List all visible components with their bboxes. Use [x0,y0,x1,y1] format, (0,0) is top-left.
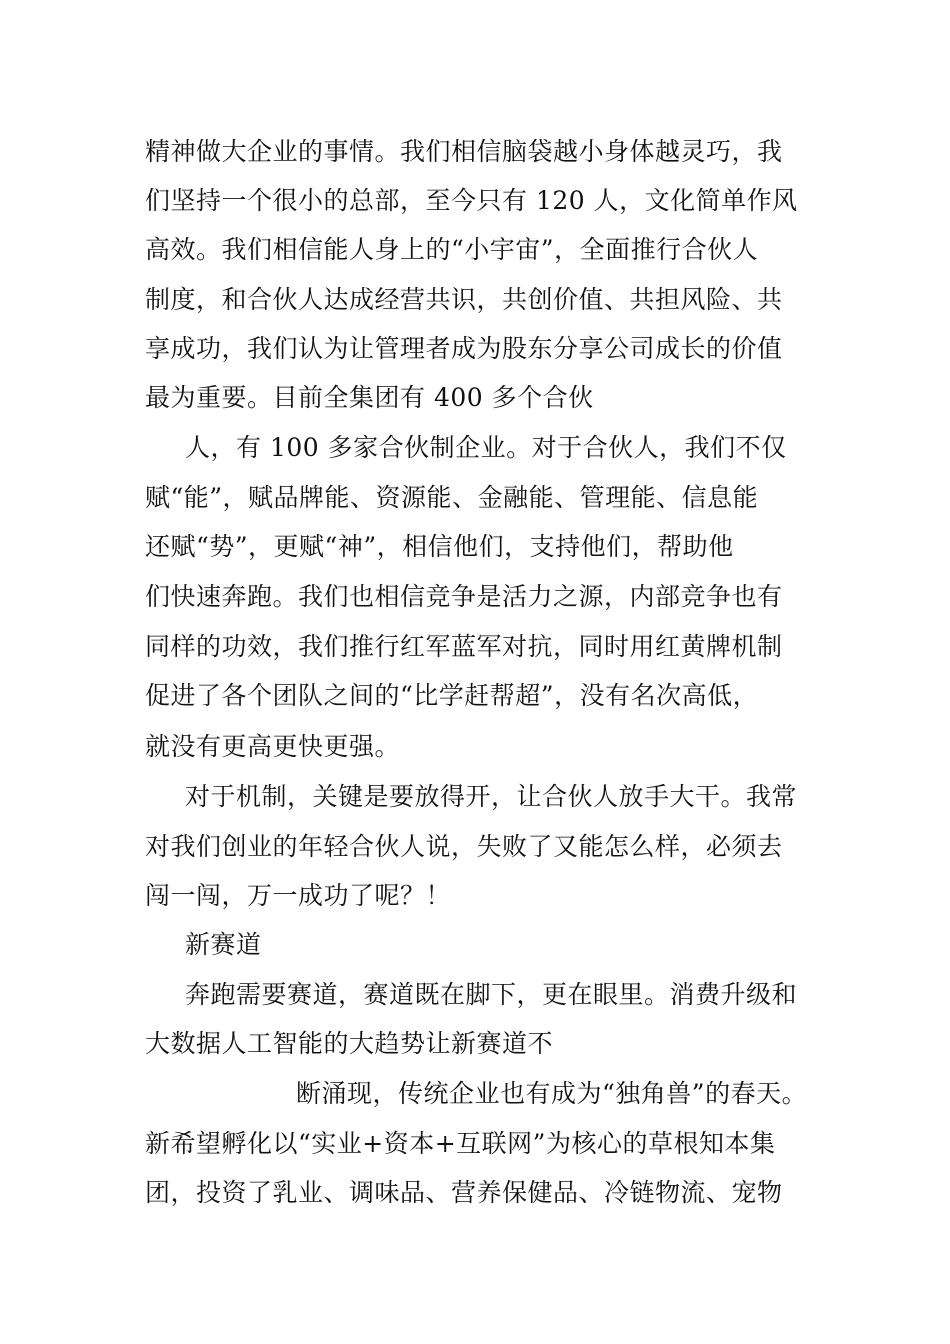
text-line: 还赋“势”，更赋“神”，相信他们，支持他们，帮助他 [145,532,734,561]
text-line: 大数据人工智能的大趋势让新赛道不 [145,1029,554,1058]
text-line: 享成功，我们认为让管理者成为股东分享公司成长的价值 [145,334,783,363]
text-line: 人，有 100 多家合伙制企业。对于合伙人，我们不仅 [185,433,787,462]
text-line: 高效。我们相信能人身上的“小宇宙”，全面推行合伙人 [145,235,759,264]
text-line: 闯一闯，万一成功了呢？！ [145,881,452,910]
text-line: 赋“能”，赋品牌能、资源能、金融能、管理能、信息能 [145,483,759,512]
text-line: 促进了各个团队之间的“比学赶帮超”，没有名次高低， [145,681,759,710]
text-line: 团，投资了乳业、调味品、营养保健品、冷链物流、宠物 [145,1178,783,1207]
text-line: 对于机制，关键是要放得开，让合伙人放手大干。我常 [185,782,798,811]
text-line: 奔跑需要赛道，赛道既在脚下，更在眼里。消费升级和 [185,980,798,1009]
text-line: 们坚持一个很小的总部，至今只有 120 人，文化简单作风 [145,186,798,215]
text-line: 制度，和合伙人达成经营共识，共创价值、共担风险、共 [145,285,783,314]
text-line: 精神做大企业的事情。我们相信脑袋越小身体越灵巧，我 [145,137,783,166]
text-line: 们快速奔跑。我们也相信竞争是活力之源，内部竞争也有 [145,582,783,611]
text-line: 同样的功效，我们推行红军蓝军对抗，同时用红黄牌机制 [145,632,783,661]
section-heading: 新赛道 [185,930,262,959]
text-line: 新希望孵化以“实业+资本+互联网”为核心的草根知本集 [145,1129,776,1158]
text-line: 断涌现，传统企业也有成为“独角兽”的春天。 [296,1079,808,1108]
text-line: 最为重要。目前全集团有 400 多个合伙 [145,383,594,412]
text-line: 对我们创业的年轻合伙人说，失败了又能怎么样，必须去 [145,832,783,861]
text-line: 就没有更高更快更强。 [145,732,401,761]
